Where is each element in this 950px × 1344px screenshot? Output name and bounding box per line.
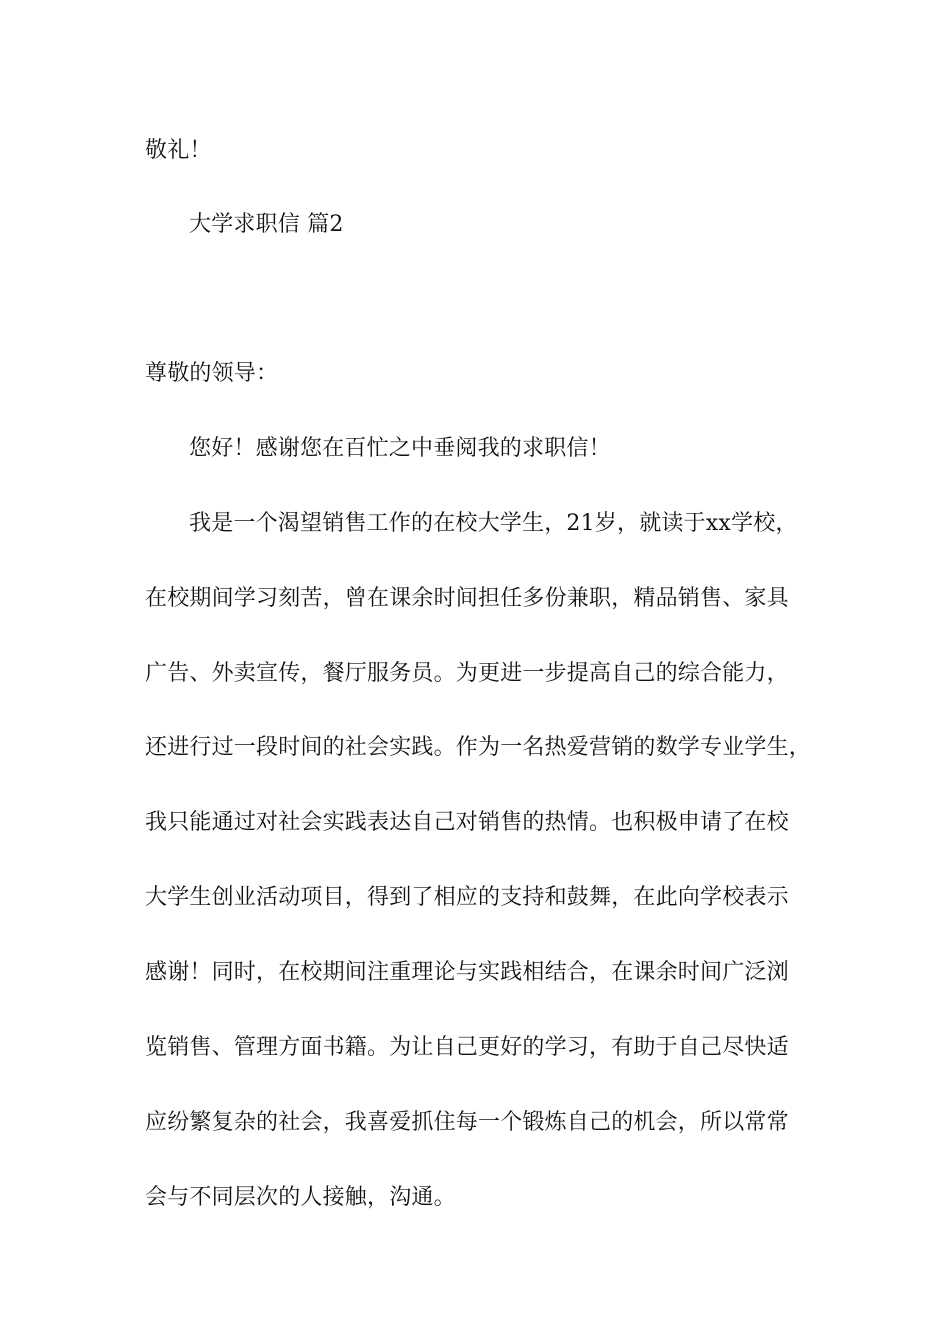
body-line: 大学生创业活动项目，得到了相应的支持和鼓舞，在此向学校表示 <box>145 885 789 910</box>
salutation-line: 尊敬的领导： <box>145 361 279 386</box>
body-line: 在校期间学习刻苦，曾在课余时间担任多份兼职，精品销售、家具 <box>145 586 789 611</box>
body-line: 广告、外卖宣传，餐厅服务员。为更进一步提高自己的综合能力， <box>145 661 789 686</box>
body-line: 应纷繁复杂的社会，我喜爱抓住每一个锻炼自己的机会，所以常常 <box>145 1110 789 1135</box>
body-line: 我是一个渴望销售工作的在校大学生，21岁，就读于xx学校， <box>189 511 798 536</box>
body-line: 我只能通过对社会实践表达自己对销售的热情。也积极申请了在校 <box>145 810 789 835</box>
closing-line: 敬礼！ <box>145 138 212 163</box>
greeting-paragraph: 您好！感谢您在百忙之中垂阅我的求职信！ <box>189 436 611 461</box>
body-line: 还进行过一段时间的社会实践。作为一名热爱营销的数学专业学生， <box>145 735 812 760</box>
body-line: 会与不同层次的人接触，沟通。 <box>145 1185 456 1210</box>
section-heading: 大学求职信 篇2 <box>189 212 344 237</box>
body-line: 感谢！同时，在校期间注重理论与实践相结合，在课余时间广泛浏 <box>145 960 789 985</box>
body-line: 览销售、管理方面书籍。为让自己更好的学习，有助于自己尽快适 <box>145 1035 789 1060</box>
